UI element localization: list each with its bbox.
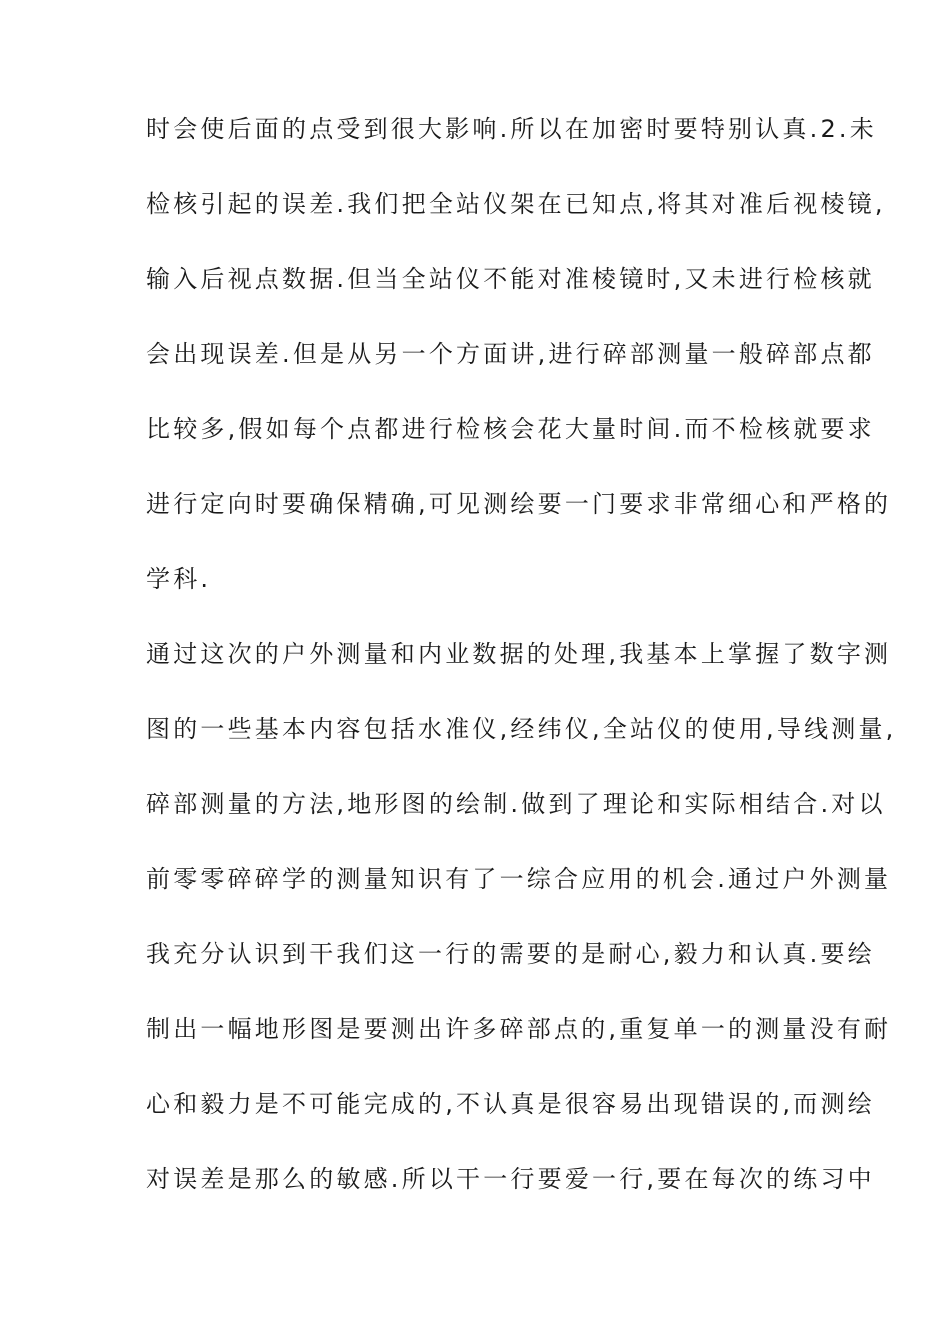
text-line: 检核引起的误差.我们把全站仪架在已知点,将其对准后视棱镜, bbox=[146, 190, 886, 218]
text-line: 前零零碎碎学的测量知识有了一综合应用的机会.通过户外测量 bbox=[146, 865, 892, 893]
text-line: 我充分认识到干我们这一行的需要的是耐心,毅力和认真.要绘 bbox=[146, 940, 875, 968]
text-line: 碎部测量的方法,地形图的绘制.做到了理论和实际相结合.对以 bbox=[146, 790, 886, 818]
text-line: 制出一幅地形图是要测出许多碎部点的,重复单一的测量没有耐 bbox=[146, 1015, 892, 1043]
text-line: 比较多,假如每个点都进行检核会花大量时间.而不检核就要求 bbox=[146, 415, 875, 443]
text-line: 图的一些基本内容包括水准仪,经纬仪,全站仪的使用,导线测量, bbox=[146, 715, 897, 743]
text-line: 对误差是那么的敏感.所以干一行要爱一行,要在每次的练习中 bbox=[146, 1165, 875, 1193]
text-line: 输入后视点数据.但当全站仪不能对准棱镜时,又未进行检核就 bbox=[146, 265, 875, 293]
text-line: 进行定向时要确保精确,可见测绘要一门要求非常细心和严格的 bbox=[146, 490, 892, 518]
text-line: 会出现误差.但是从另一个方面讲,进行碎部测量一般碎部点都 bbox=[146, 340, 875, 368]
text-line: 学科. bbox=[146, 565, 212, 593]
text-line: 通过这次的户外测量和内业数据的处理,我基本上掌握了数字测 bbox=[146, 640, 892, 668]
text-line: 心和毅力是不可能完成的,不认真是很容易出现错误的,而测绘 bbox=[146, 1090, 875, 1118]
text-line: 时会使后面的点受到很大影响.所以在加密时要特别认真.2.未 bbox=[146, 115, 877, 143]
body-text bbox=[146, 108, 897, 1233]
